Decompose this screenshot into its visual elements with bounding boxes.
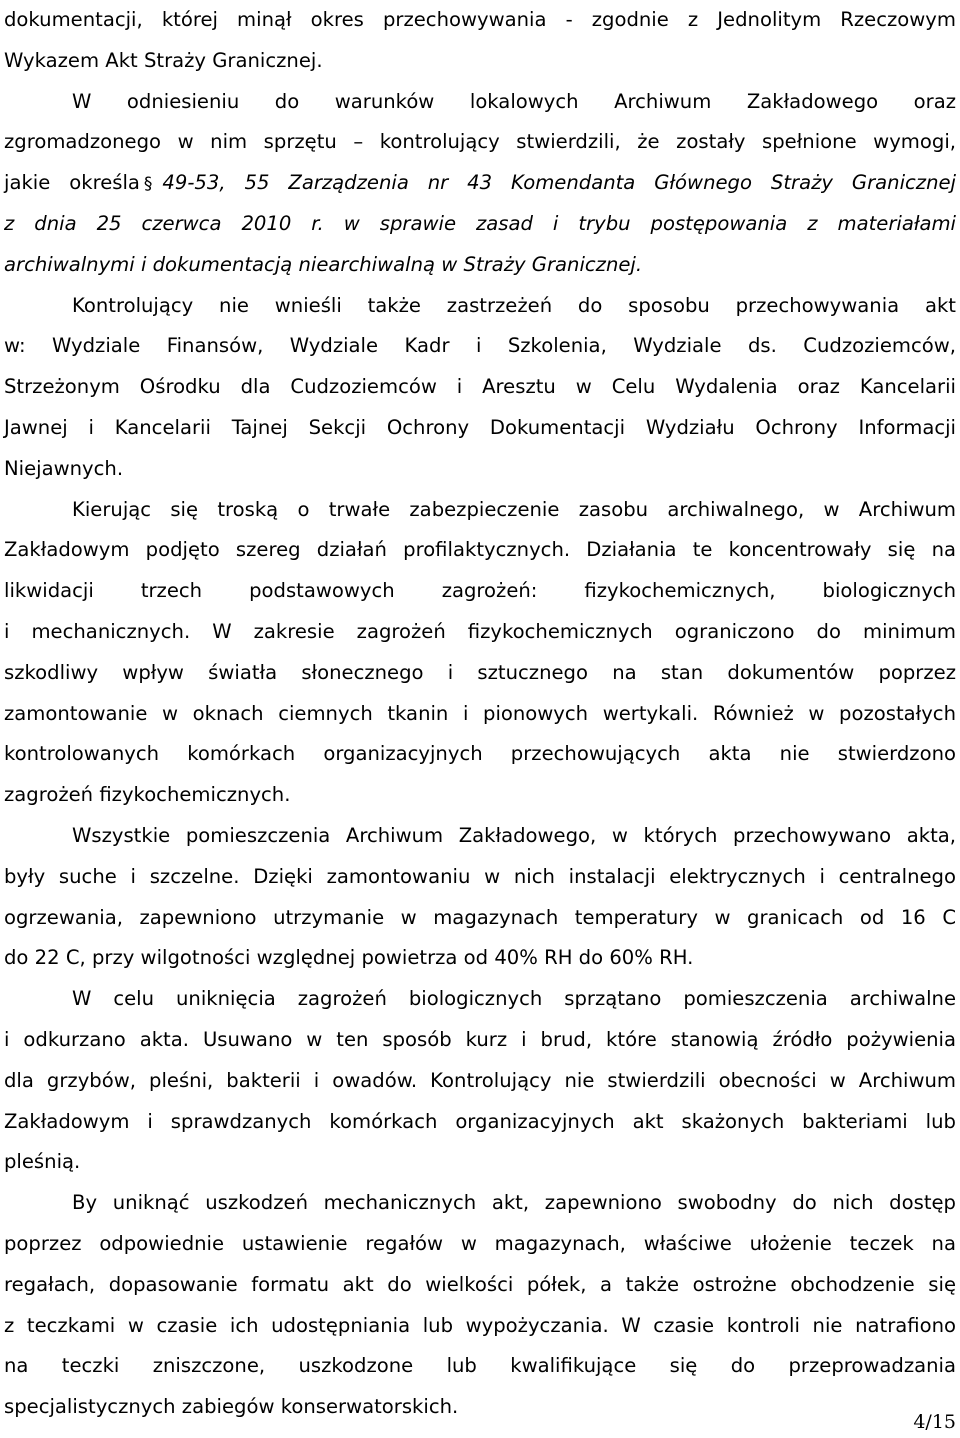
line-text: W odniesieniu do warunków lokalowych Archiwum Zakładowego oraz	[72, 89, 956, 113]
text-line	[4, 1224, 956, 1265]
line-text: poprzez odpowiednie ustawienie regałów w magazynach, właściwe ułożenie teczek na	[4, 1231, 956, 1255]
line-text-italic: z dnia 25 czerwca 2010 r. w sprawie zasad i trybu postępowania z materiałami	[4, 211, 956, 235]
text-line	[4, 1020, 956, 1061]
text-line	[4, 82, 956, 123]
line-text: na teczki zniszczone, uszkodzone lub kwalifikujące się do przeprowadzania	[4, 1354, 956, 1378]
text-line	[4, 816, 956, 857]
text-line	[4, 408, 956, 449]
line-text: jakie określa	[4, 171, 140, 195]
line-text: Jawnej i Kancelarii Tajnej Sekcji Ochrony Dokumentacji Wydziału Ochrony Informacji	[4, 415, 956, 439]
line-text: kontrolowanych komórkach organizacyjnych przechowujących akta nie stwierdzono	[4, 742, 956, 766]
line-text: Kontrolujący nie wnieśli także zastrzeżeń do sposobu przechowywania akt	[72, 293, 956, 317]
line-text: dla grzybów, pleśni, bakterii i owadów. Kontrolujący nie stwierdzili obecności w Archiwum	[4, 1068, 956, 1092]
line-text: Zakładowym podjęto szereg działań profilaktycznych. Działania te koncentrowały się na	[4, 538, 956, 562]
text-line	[4, 979, 956, 1020]
text-line	[4, 1142, 956, 1183]
line-text: Wszystkie pomieszczenia Archiwum Zakładowego, w których przechowywano akta,	[72, 823, 956, 847]
line-text: Zakładowym i sprawdzanych komórkach organizacyjnych akt skażonych bakteriami lub	[4, 1109, 956, 1133]
line-text: By uniknąć uszkodzeń mechanicznych akt, zapewniono swobodny do nich dostęp	[72, 1191, 956, 1215]
text-line	[4, 938, 956, 979]
text-line	[4, 653, 956, 694]
page-number: 4/15	[913, 1411, 956, 1433]
text-line	[4, 612, 956, 653]
text-line	[4, 694, 956, 735]
line-text: Niejawnych.	[4, 456, 124, 480]
text-line	[4, 1102, 956, 1143]
text-line	[4, 449, 956, 490]
line-text: do 22 C, przy wilgotności względnej powietrza od 40% RH do 60% RH.	[4, 946, 694, 970]
line-text: likwidacji trzech podstawowych zagrożeń: fizykochemicznych, biologicznych	[4, 579, 956, 603]
line-text-italic: archiwalnymi i dokumentacją niearchiwalną w Straży Granicznej.	[4, 252, 643, 276]
section-sign: §	[143, 174, 153, 195]
line-text-italic: 49-53, 55 Zarządzenia nr 43 Komendanta Głównego Straży Granicznej	[162, 171, 956, 195]
text-line	[4, 490, 956, 531]
text-line	[4, 1061, 956, 1102]
line-text: W celu uniknięcia zagrożeń biologicznych sprzątano pomieszczenia archiwalne	[72, 987, 956, 1011]
line-text: były suche i szczelne. Dzięki zamontowaniu w nich instalacji elektrycznych i centralnego	[4, 864, 956, 888]
line-text: regałach, dopasowanie formatu akt do wielkości półek, a także ostrożne obchodzenie się	[4, 1272, 956, 1296]
text-line	[4, 898, 956, 939]
text-line	[4, 857, 956, 898]
line-text: specjalistycznych zabiegów konserwatorskich.	[4, 1395, 459, 1419]
line-text: zamontowanie w oknach ciemnych tkanin i pionowych wertykali. Również w pozostałych	[4, 701, 956, 725]
text-line	[4, 1306, 956, 1347]
text-line	[4, 1346, 956, 1387]
line-text: zgromadzonego w nim sprzętu – kontrolujący stwierdzili, że zostały spełnione wymogi,	[4, 130, 956, 154]
text-line	[4, 122, 956, 163]
line-text: i mechanicznych. W zakresie zagrożeń fizykochemicznych ograniczono do minimum	[4, 619, 956, 643]
text-line	[4, 163, 956, 204]
text-line	[4, 571, 956, 612]
text-line	[4, 286, 956, 327]
text-line	[4, 734, 956, 775]
line-text: Wykazem Akt Straży Granicznej.	[4, 48, 323, 72]
text-line	[4, 204, 956, 245]
line-text: Strzeżonym Ośrodku dla Cudzoziemców i Aresztu w Celu Wydalenia oraz Kancelarii	[4, 375, 956, 399]
line-text: dokumentacji, której minął okres przechowywania - zgodnie z Jednolitym Rzeczowym	[4, 8, 956, 31]
text-line	[4, 245, 956, 286]
text-line	[4, 775, 956, 816]
text-line	[4, 1265, 956, 1306]
text-line	[4, 326, 956, 367]
line-text: Kierując się troską o trwałe zabezpieczenie zasobu archiwalnego, w Archiwum	[72, 497, 956, 521]
text-line	[4, 41, 956, 82]
line-text: ogrzewania, zapewniono utrzymanie w magazynach temperatury w granicach od 16 C	[4, 905, 956, 929]
document-body	[4, 0, 956, 1428]
text-line	[4, 0, 956, 41]
line-text: w: Wydziale Finansów, Wydziale Kadr i Szkolenia, Wydziale ds. Cudzoziemców,	[4, 334, 956, 358]
line-text: pleśnią.	[4, 1150, 81, 1174]
line-text: z teczkami w czasie ich udostępniania lub wypożyczania. W czasie kontroli nie natrafiono	[4, 1313, 956, 1337]
line-text: szkodliwy wpływ światła słonecznego i sztucznego na stan dokumentów poprzez	[4, 660, 956, 684]
text-line	[4, 1387, 956, 1428]
line-text: i odkurzano akta. Usuwano w ten sposób kurz i brud, które stanowią źródło pożywienia	[4, 1027, 956, 1051]
line-text: zagrożeń fizykochemicznych.	[4, 783, 291, 807]
text-line	[4, 367, 956, 408]
text-line	[4, 1183, 956, 1224]
text-line	[4, 530, 956, 571]
